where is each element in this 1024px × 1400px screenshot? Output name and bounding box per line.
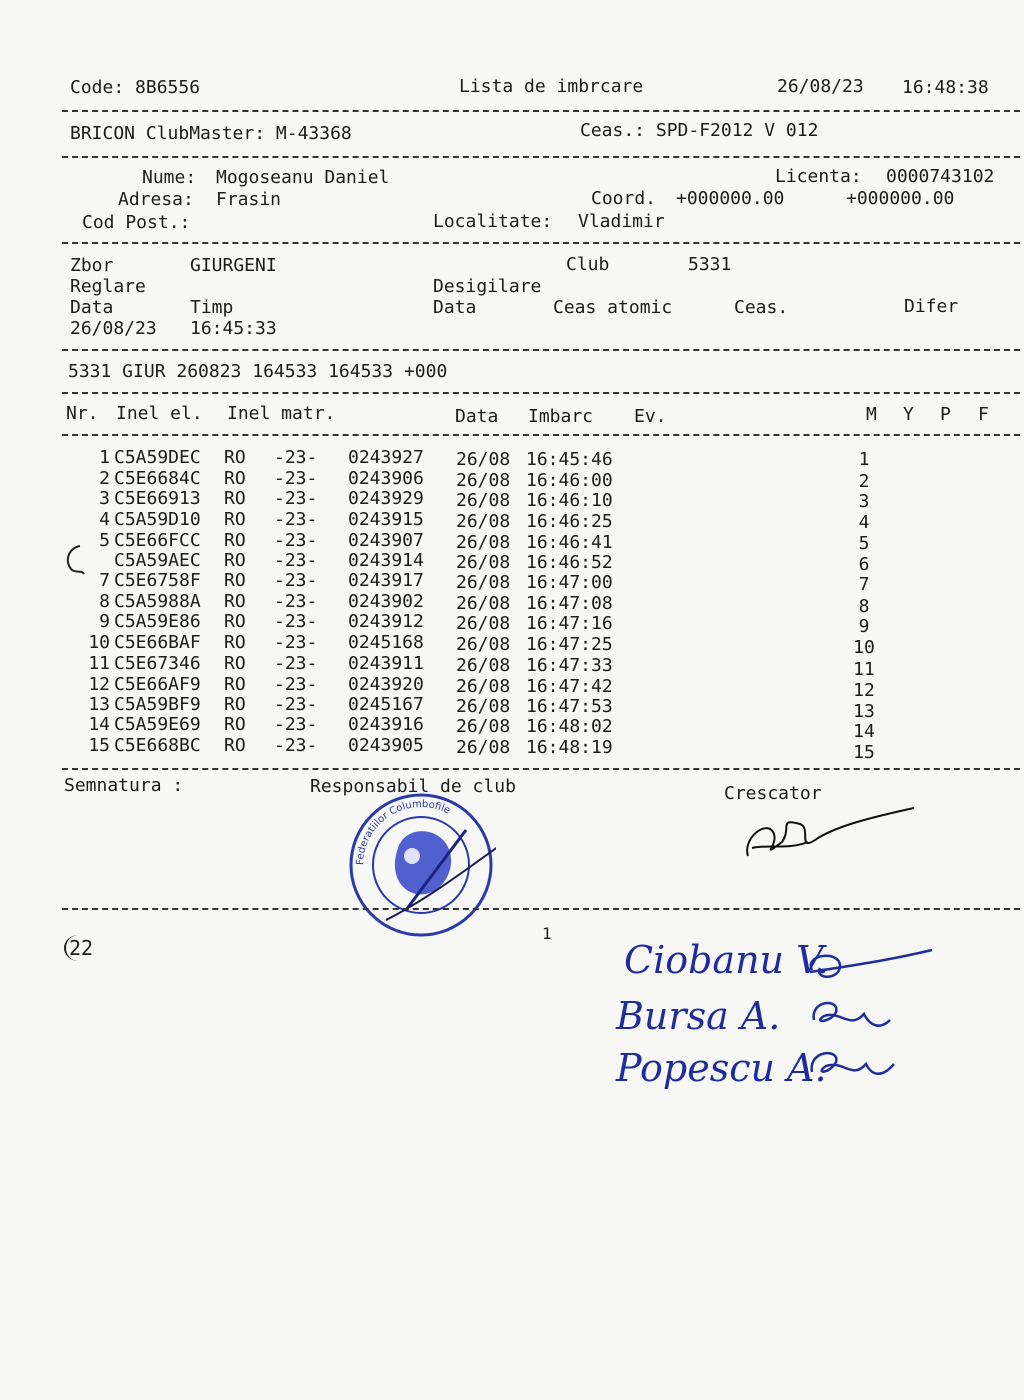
row-country: RO xyxy=(224,611,246,632)
flight-name: GIURGENI xyxy=(190,255,277,276)
summary-line: 5331 GIUR 260823 164533 164533 +000 xyxy=(68,361,448,382)
row-year: -23- xyxy=(274,694,318,715)
commission-signatures-icon xyxy=(800,940,940,1100)
coord-label: Coord. xyxy=(591,188,657,209)
divider xyxy=(62,908,1020,910)
row-nr: 7 xyxy=(99,570,110,591)
setting-label: Reglare xyxy=(70,276,146,297)
print-time: 16:48:38 xyxy=(902,77,989,98)
document-title: Lista de imbrcare xyxy=(459,76,644,97)
clock-label: Ceas. xyxy=(734,297,789,318)
row-time: 16:47:25 xyxy=(526,634,613,655)
col-date: Data xyxy=(455,406,499,427)
locality-label: Localitate: xyxy=(433,211,553,232)
row-time: 16:48:19 xyxy=(526,737,613,758)
row-year: -23- xyxy=(274,570,318,591)
club-number: 5331 xyxy=(688,254,732,275)
row-ring: C5E66BAF xyxy=(114,632,201,653)
divider xyxy=(62,110,1020,112)
row-country: RO xyxy=(224,509,246,530)
row-country: RO xyxy=(224,694,246,715)
row-country: RO xyxy=(224,735,246,756)
row-date: 26/08 xyxy=(456,532,511,553)
row-ring: C5E668BC xyxy=(114,735,201,756)
row-m: 1 xyxy=(858,449,870,470)
row-country: RO xyxy=(224,674,246,695)
row-time: 16:47:53 xyxy=(526,696,613,717)
row-matr: 0243905 xyxy=(348,735,424,756)
row-matr: 0243916 xyxy=(348,714,424,735)
col-ring-el: Inel el. xyxy=(116,403,203,424)
row-m: 9 xyxy=(858,616,870,637)
setting-date: 26/08/23 xyxy=(70,318,157,339)
row-time: 16:46:41 xyxy=(526,532,613,553)
row-year: -23- xyxy=(274,488,318,509)
difference-label: Difer xyxy=(904,296,959,317)
row-date: 26/08 xyxy=(456,552,511,573)
divider xyxy=(62,242,1020,244)
col-p: P xyxy=(940,404,951,425)
club-responsible-label: Responsabil de club xyxy=(310,776,516,797)
row-year: -23- xyxy=(274,632,318,653)
col-f: F xyxy=(978,404,989,425)
row-time: 16:46:25 xyxy=(526,511,613,532)
row-nr: 9 xyxy=(99,611,110,632)
row-date: 26/08 xyxy=(456,634,511,655)
table-row xyxy=(88,632,875,658)
unseal-date-label: Data xyxy=(433,297,477,318)
owner-locality: Vladimir xyxy=(578,211,665,232)
divider xyxy=(62,434,1020,436)
row-m: 12 xyxy=(853,680,875,701)
row-year: -23- xyxy=(274,653,318,674)
row-ring: C5A59BF9 xyxy=(114,694,201,715)
row-date: 26/08 xyxy=(456,655,511,676)
row-m: 3 xyxy=(858,491,870,512)
row-date: 26/08 xyxy=(456,716,511,737)
row-nr: 3 xyxy=(99,488,110,509)
setting-time: 16:45:33 xyxy=(190,318,277,339)
table-row xyxy=(88,653,875,680)
row-year: -23- xyxy=(274,714,318,735)
table-row xyxy=(88,570,870,595)
address-label: Adresa: xyxy=(118,189,194,210)
license-number: 0000743102 xyxy=(886,166,995,187)
row-year: -23- xyxy=(274,509,318,530)
row-nr: 15 xyxy=(88,735,110,756)
row-time: 16:47:08 xyxy=(526,593,613,614)
row-time: 16:46:10 xyxy=(526,490,613,511)
club-master: BRICON ClubMaster: M-43368 xyxy=(70,123,352,144)
row-time: 16:45:46 xyxy=(526,449,613,470)
row-country: RO xyxy=(224,488,246,509)
table-row xyxy=(88,674,875,701)
row-country: RO xyxy=(224,632,246,653)
row-country: RO xyxy=(224,530,246,551)
table-row xyxy=(88,509,870,533)
row-nr: 14 xyxy=(88,714,110,735)
table-row xyxy=(88,530,870,554)
stamp-text: Federatiilor Columbofile xyxy=(354,798,452,866)
row-m: 13 xyxy=(853,701,875,722)
row-year: -23- xyxy=(274,735,318,756)
circled-number: 22 xyxy=(64,935,93,961)
setting-time-label: Timp xyxy=(190,297,234,318)
col-ev: Ev. xyxy=(634,406,667,427)
row-ring: C5E6684C xyxy=(114,468,201,489)
breeder-signature-icon xyxy=(738,798,918,868)
postal-code-label: Cod Post.: xyxy=(82,212,191,233)
row-matr: 0243917 xyxy=(348,570,424,591)
row-time: 16:47:42 xyxy=(526,676,613,697)
row-ring: C5A59E86 xyxy=(114,611,201,632)
table-row xyxy=(88,591,870,617)
name-label: Nume: xyxy=(142,167,197,188)
table-row xyxy=(88,488,870,512)
row-time: 16:47:33 xyxy=(526,655,613,676)
clock-model: Ceas.: SPD-F2012 V 012 xyxy=(580,120,819,141)
divider xyxy=(62,349,1020,351)
club-label: Club xyxy=(566,254,610,275)
row-m: 6 xyxy=(858,554,870,575)
row-matr: 0243907 xyxy=(348,530,424,551)
row-ring: C5E66AF9 xyxy=(114,674,201,695)
row-year: -23- xyxy=(274,468,318,489)
row-nr: 10 xyxy=(88,632,110,653)
row-nr: 4 xyxy=(99,509,110,530)
row-ring: C5E66913 xyxy=(114,488,201,509)
row-matr: 0243927 xyxy=(348,447,424,468)
row-date: 26/08 xyxy=(456,737,511,758)
row-time: 16:46:52 xyxy=(526,552,613,573)
row-country: RO xyxy=(224,468,246,489)
flight-label: Zbor xyxy=(70,255,114,276)
row-date: 26/08 xyxy=(456,593,511,614)
row-matr: 0243906 xyxy=(348,468,424,489)
row-matr: 0243929 xyxy=(348,488,424,509)
page-number: 1 xyxy=(542,924,552,943)
divider xyxy=(62,392,1020,394)
row-matr: 0243915 xyxy=(348,509,424,530)
row-ring: C5A59DEC xyxy=(114,447,201,468)
row-date: 26/08 xyxy=(456,696,511,717)
row-nr: 1 xyxy=(99,447,110,468)
row-ring: C5A59E69 xyxy=(114,714,201,735)
row-matr: 0245168 xyxy=(348,632,424,653)
row-matr: 0243914 xyxy=(348,550,424,571)
table-row xyxy=(88,550,870,575)
row-country: RO xyxy=(224,653,246,674)
row-matr: 0243911 xyxy=(348,653,424,674)
row-time: 16:46:00 xyxy=(526,470,613,491)
row-date: 26/08 xyxy=(456,449,511,470)
row-time: 16:47:16 xyxy=(526,613,613,634)
row-country: RO xyxy=(224,714,246,735)
row-ring: C5E66FCC xyxy=(114,530,201,551)
row-ring: C5A59D10 xyxy=(114,509,201,530)
row-country: RO xyxy=(224,550,246,571)
row-date: 26/08 xyxy=(456,511,511,532)
row-nr: 11 xyxy=(88,653,110,674)
row-year: -23- xyxy=(274,447,318,468)
table-row xyxy=(88,694,875,722)
row-matr: 0243920 xyxy=(348,674,424,695)
row-country: RO xyxy=(224,570,246,591)
row-ring: C5A5988A xyxy=(114,591,201,612)
row-nr: 8 xyxy=(99,591,110,612)
table-row xyxy=(88,447,870,470)
row-m: 4 xyxy=(858,512,870,533)
owner-address: Frasin xyxy=(216,189,282,210)
row-nr: 13 xyxy=(88,694,110,715)
row-m: 10 xyxy=(853,637,875,658)
table-row xyxy=(88,611,870,637)
row-year: -23- xyxy=(274,674,318,695)
breeder-label: Crescator xyxy=(724,783,822,804)
owner-name: Mogoseanu Daniel xyxy=(216,167,390,188)
row-m: 11 xyxy=(853,659,875,680)
handwritten-name-2: Bursa A. xyxy=(616,994,781,1038)
table-row xyxy=(88,735,875,763)
row-nr: 5 xyxy=(99,530,110,551)
row-country: RO xyxy=(224,447,246,468)
row-time: 16:47:00 xyxy=(526,572,613,593)
row-m: 5 xyxy=(858,533,870,554)
coord-y: +000000.00 xyxy=(846,188,955,209)
row-m: 15 xyxy=(853,742,875,763)
row-matr: 0243902 xyxy=(348,591,424,612)
unseal-label: Desigilare xyxy=(433,276,542,297)
divider xyxy=(62,156,1020,158)
handwritten-name-3: Popescu A. xyxy=(616,1046,827,1090)
row-year: -23- xyxy=(274,611,318,632)
license-label: Licenta: xyxy=(775,166,862,187)
document-code: Code: 8B6556 xyxy=(70,77,201,98)
row-date: 26/08 xyxy=(456,613,511,634)
row-date: 26/08 xyxy=(456,676,511,697)
row-country: RO xyxy=(224,591,246,612)
row-matr: 0245167 xyxy=(348,694,424,715)
row-nr: 12 xyxy=(88,674,110,695)
col-m: M xyxy=(866,404,877,425)
row-m: 14 xyxy=(853,721,875,742)
table-row xyxy=(88,714,875,742)
row-m: 8 xyxy=(858,596,870,617)
table-row xyxy=(88,468,870,492)
setting-date-label: Data xyxy=(70,297,114,318)
print-date: 26/08/23 xyxy=(777,76,864,97)
club-stamp-icon xyxy=(346,790,496,940)
row-ring: C5A59AEC xyxy=(114,550,201,571)
row-nr: 2 xyxy=(99,468,110,489)
row-year: -23- xyxy=(274,550,318,571)
row-date: 26/08 xyxy=(456,470,511,491)
col-ring-reg: Inel matr. xyxy=(227,403,336,424)
atomic-clock-label: Ceas atomic xyxy=(553,297,673,318)
row-m: 7 xyxy=(858,574,870,595)
divider xyxy=(62,768,1020,770)
row-date: 26/08 xyxy=(456,572,511,593)
row-m: 2 xyxy=(858,471,870,492)
row-year: -23- xyxy=(274,530,318,551)
row-matr: 0243912 xyxy=(348,611,424,632)
col-basket: Imbarc xyxy=(528,406,594,427)
handwritten-name-1: Ciobanu V. xyxy=(624,938,829,982)
handwritten-mark-icon xyxy=(58,540,92,580)
coord-x: +000000.00 xyxy=(676,188,785,209)
col-y: Y xyxy=(903,404,914,425)
col-nr: Nr. xyxy=(66,403,99,424)
row-ring: C5E6758F xyxy=(114,570,201,591)
signature-label: Semnatura : xyxy=(64,775,184,796)
row-date: 26/08 xyxy=(456,490,511,511)
row-time: 16:48:02 xyxy=(526,716,613,737)
row-year: -23- xyxy=(274,591,318,612)
row-ring: C5E67346 xyxy=(114,653,201,674)
